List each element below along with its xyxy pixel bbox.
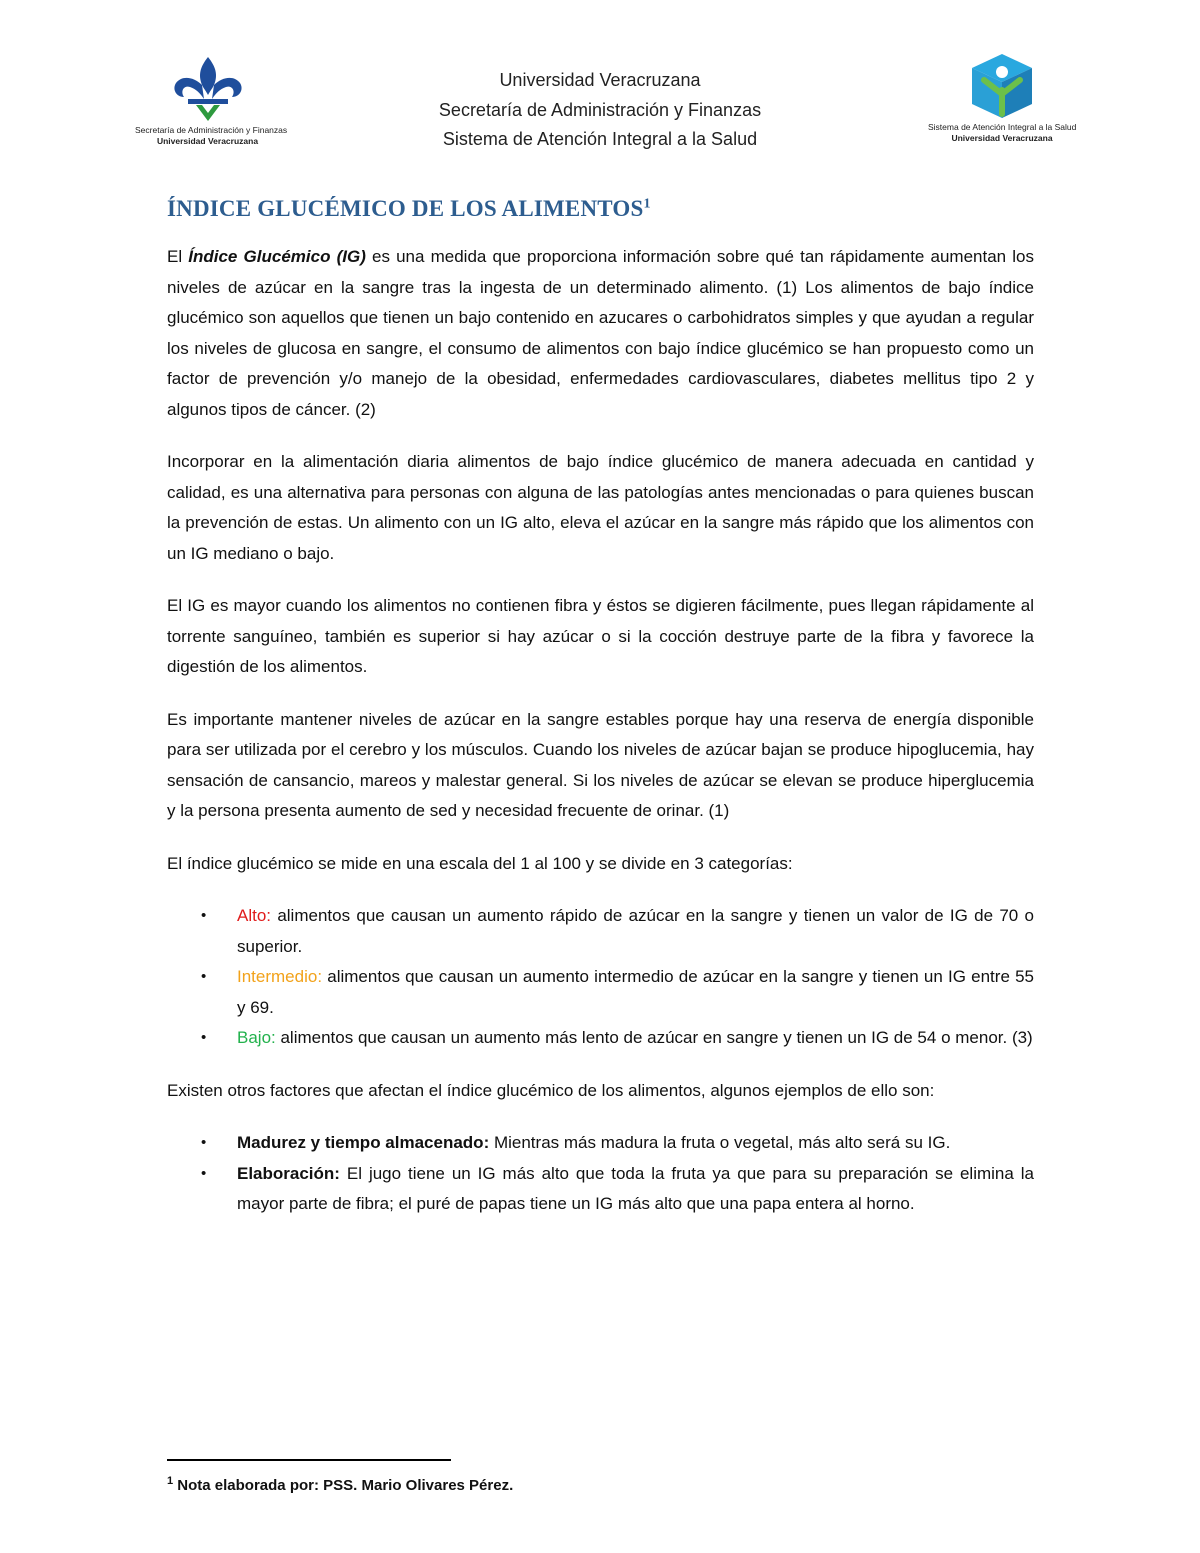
category-text-alto: alimentos que causan un aumento rápido de azúcar en la sangre y tienen un valor de IG de 70 o superior. bbox=[237, 906, 1034, 956]
right-logo-caption-1: Sistema de Atención Integral a la Salud bbox=[928, 122, 1077, 132]
institution-header bbox=[380, 66, 820, 155]
list-item-intermedio bbox=[201, 962, 1034, 1023]
paragraph-incorporate: Incorporar en la alimentación diaria alimentos de bajo índice glucémico de manera adecuada en cantidad y calidad, es una alternativa para personas con alguna de las patologías antes mencionadas o para quienes buscan la prevención de estas. Un alimento con un IG alto, eleva el azúcar en la sangre más rápido que los alimentos con un IG mediano o bajo. bbox=[167, 452, 1034, 563]
paragraph-definition bbox=[167, 242, 1034, 425]
paragraph-scale: El índice glucémico se mide en una escala del 1 al 100 y se divide en 3 categorías: bbox=[167, 853, 793, 873]
bullet-icon: • bbox=[201, 907, 207, 924]
right-logo-caption-2: Universidad Veracruzana bbox=[951, 133, 1053, 143]
footnote bbox=[167, 1470, 513, 1497]
category-label-intermedio: Intermedio: bbox=[237, 967, 323, 986]
category-text-intermedio: alimentos que causan un aumento intermedio de azúcar en la sangre y tienen un IG entre 55 y 69. bbox=[237, 967, 1034, 1017]
factor-label-madurez: Madurez y tiempo almacenado: bbox=[237, 1133, 490, 1152]
page-title bbox=[167, 196, 1034, 222]
category-label-alto: Alto: bbox=[237, 906, 272, 925]
category-text-bajo: alimentos que causan un aumento más lento de azúcar en sangre y tienen un IG de 54 o menor. (3) bbox=[275, 1028, 1033, 1047]
header-line-3: Sistema de Atención Integral a la Salud bbox=[442, 129, 758, 149]
bullet-icon: • bbox=[201, 1029, 207, 1046]
bullet-icon: • bbox=[201, 968, 207, 985]
footnote-divider bbox=[167, 1459, 451, 1461]
left-logo-caption-2: Universidad Veracruzana bbox=[156, 136, 259, 146]
paragraph-fiber: El IG es mayor cuando los alimentos no contienen fibra y éstos se digieren fácilmente, pues llegan rápidamente al torrente sanguíneo, también es superior si hay azúcar o si la cocción destruye parte de la fibra y favorece la digestión de los alimentos. bbox=[167, 596, 1034, 676]
paragraph-stable-levels: Es importante mantener niveles de azúcar en la sangre estables porque hay una reserva de energía disponible para ser utilizada por el cerebro y los músculos. Cuando los niveles de azúcar bajan se produce hipoglucemia, hay sensación de cansancio, mareos y malestar general. Si los niveles de azúcar se elevan se produce hiperglucemia y la persona presenta aumento de sed y necesidad frecuente de orinar. (1) bbox=[167, 709, 1034, 820]
bullet-icon: • bbox=[201, 1164, 207, 1182]
bullet-icon: • bbox=[201, 1134, 207, 1151]
list-item-bajo bbox=[201, 1023, 1034, 1054]
header-line-2: Secretaría de Administración y Finanzas bbox=[438, 99, 762, 120]
sais-logo bbox=[928, 50, 1076, 150]
p1-pre: El bbox=[167, 247, 189, 266]
p1-post: es una medida que proporciona información sobre qué tan rápidamente aumentan los niveles de azúcar en la sangre tras la ingesta de un determinado alimento. (1) Los alimentos de bajo índice glucémico son aquellos que tienen un bajo contenido en azucares o carbohidratos simples y que ayudan a regular los niveles de glucosa en sangre, el consumo de alimentos con bajo índice glucémico se han propuesto como un factor de prevención y/o manejo de la obesidad, enfermedades cardiovasculares, diabetes mellitus tipo 2 y algunos tipos de cáncer. (2) bbox=[167, 247, 1034, 419]
factor-text-madurez: Mientras más madura la fruta o vegetal, más alto será su IG. bbox=[489, 1133, 951, 1152]
footnote-number: 1 bbox=[167, 1475, 174, 1487]
cube-person-icon bbox=[966, 50, 1038, 122]
factors-list bbox=[167, 1128, 1034, 1220]
page-header bbox=[0, 0, 1200, 170]
left-logo-caption-1: Secretaría de Administración y Finanzas bbox=[135, 125, 288, 135]
term-glycemic-index: Índice Glucémico (IG) bbox=[188, 247, 366, 266]
paragraph-other-factors: Existen otros factores que afectan el índice glucémico de los alimentos, algunos ejemplos de ello son: bbox=[167, 1080, 935, 1100]
footnote-text: Nota elaborada por: PSS. Mario Olivares Pérez. bbox=[173, 1477, 514, 1494]
uv-logo bbox=[135, 55, 288, 155]
list-item-alto bbox=[201, 901, 1034, 962]
list-item-elaboracion bbox=[201, 1159, 1034, 1220]
category-label-bajo: Bajo: bbox=[237, 1028, 276, 1047]
categories-list bbox=[167, 901, 1034, 1054]
header-line-1: Universidad Veracruzana bbox=[499, 70, 701, 90]
document-body bbox=[167, 196, 1034, 1242]
fleur-de-lis-icon bbox=[168, 55, 248, 125]
factor-label-elaboracion: Elaboración: bbox=[237, 1163, 340, 1183]
title-footnote-ref: 1 bbox=[643, 196, 651, 212]
title-text: ÍNDICE GLUCÉMICO DE LOS ALIMENTOS bbox=[167, 196, 644, 221]
factor-text-elaboracion: El jugo tiene un IG más alto que toda la fruta ya que para su preparación se elimina la mayor parte de fibra; el puré de papas tiene un IG más alto que una papa entera al horno. bbox=[237, 1163, 1034, 1213]
list-item-madurez bbox=[201, 1128, 1034, 1159]
